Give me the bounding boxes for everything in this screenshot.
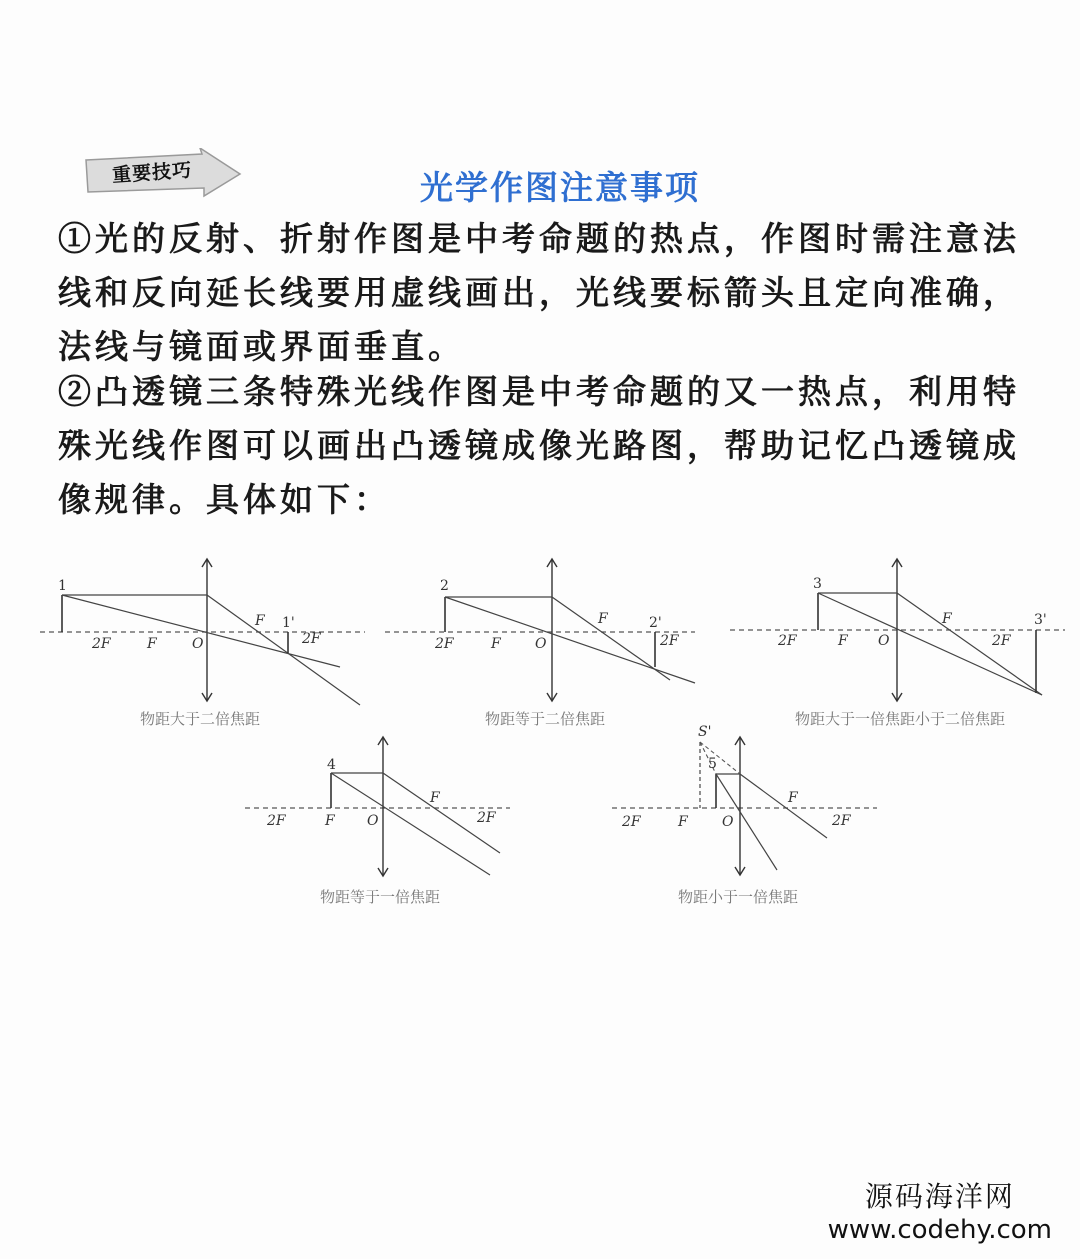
diagram-3-label-f-right: F: [942, 611, 952, 627]
diagram-1-number: 1: [58, 578, 67, 594]
paragraph-1: ①光的反射、折射作图是中考命题的热点，作图时需注意法线和反向延长线要用虚线画出，光线要标箭头且定向准确，法线与镜面或界面垂直。: [58, 219, 1020, 366]
diagram-2: [385, 555, 700, 715]
diagram-4-number: 4: [327, 757, 336, 773]
diagram-3-label-2f-right: 2F: [992, 633, 1011, 649]
diagram-1-label-o: O: [192, 636, 204, 652]
diagram-5-number: 5: [708, 756, 717, 772]
tip-badge: [82, 148, 242, 198]
diagram-4-label-o: O: [367, 813, 379, 829]
diagram-3-number: 3: [813, 576, 822, 592]
diagram-5-label-o: O: [722, 814, 734, 830]
diagram-5-label-2f-right: 2F: [832, 813, 851, 829]
diagram-4: [245, 735, 515, 885]
diagram-1-label-f-left: F: [147, 636, 157, 652]
diagram-2-label-f-right: F: [598, 611, 608, 627]
page-title: 光学作图注意事项: [420, 168, 700, 207]
diagram-4-label-f-left: F: [325, 813, 335, 829]
diagram-2-number: 2: [440, 578, 449, 594]
diagram-2-label-f-left: F: [491, 636, 501, 652]
diagram-4-label-f-right: F: [430, 790, 440, 806]
diagram-3-label-2f-left: 2F: [778, 633, 797, 649]
diagram-5-image-label: S': [698, 724, 712, 740]
badge-label: 重要技巧: [111, 159, 193, 187]
diagram-1-label-f-right: F: [255, 613, 265, 629]
diagram-3-caption: 物距大于一倍焦距小于二倍焦距: [795, 710, 1006, 728]
diagram-2-label-2f-left: 2F: [435, 636, 454, 652]
diagram-2-caption: 物距等于二倍焦距: [485, 710, 606, 728]
diagram-2-image-label: 2': [649, 615, 662, 631]
diagram-1-caption: 物距大于二倍焦距: [140, 710, 261, 728]
diagram-5: [612, 722, 882, 882]
diagram-1-image-label: 1': [282, 615, 295, 631]
diagram-5-label-f-left: F: [678, 814, 688, 830]
diagram-4-label-2f-right: 2F: [477, 810, 496, 826]
watermark: [828, 1175, 1052, 1245]
diagram-3-image-label: 3': [1034, 612, 1047, 628]
diagram-3: [730, 555, 1070, 715]
diagram-2-label-o: O: [535, 636, 547, 652]
watermark-url: www.codehy.com: [827, 1215, 1052, 1245]
diagram-5-label-2f-left: 2F: [622, 814, 641, 830]
diagram-1: [40, 555, 370, 715]
diagram-5-caption: 物距小于一倍焦距: [678, 888, 799, 906]
diagram-1-label-2f-right: 2F: [302, 631, 321, 647]
paragraph-2: ②凸透镜三条特殊光线作图是中考命题的又一热点，利用特殊光线作图可以画出凸透镜成像光路图，帮助记忆凸透镜成像规律。具体如下：: [58, 372, 1020, 519]
diagram-3-label-f-left: F: [838, 633, 848, 649]
diagram-4-caption: 物距等于一倍焦距: [320, 888, 441, 906]
diagram-2-label-2f-right: 2F: [660, 633, 679, 649]
diagram-1-label-2f-left: 2F: [92, 636, 111, 652]
watermark-name: 源码海洋网: [864, 1180, 1015, 1213]
diagram-5-label-f-right: F: [788, 790, 798, 806]
diagram-3-label-o: O: [878, 633, 890, 649]
diagram-4-label-2f-left: 2F: [267, 813, 286, 829]
